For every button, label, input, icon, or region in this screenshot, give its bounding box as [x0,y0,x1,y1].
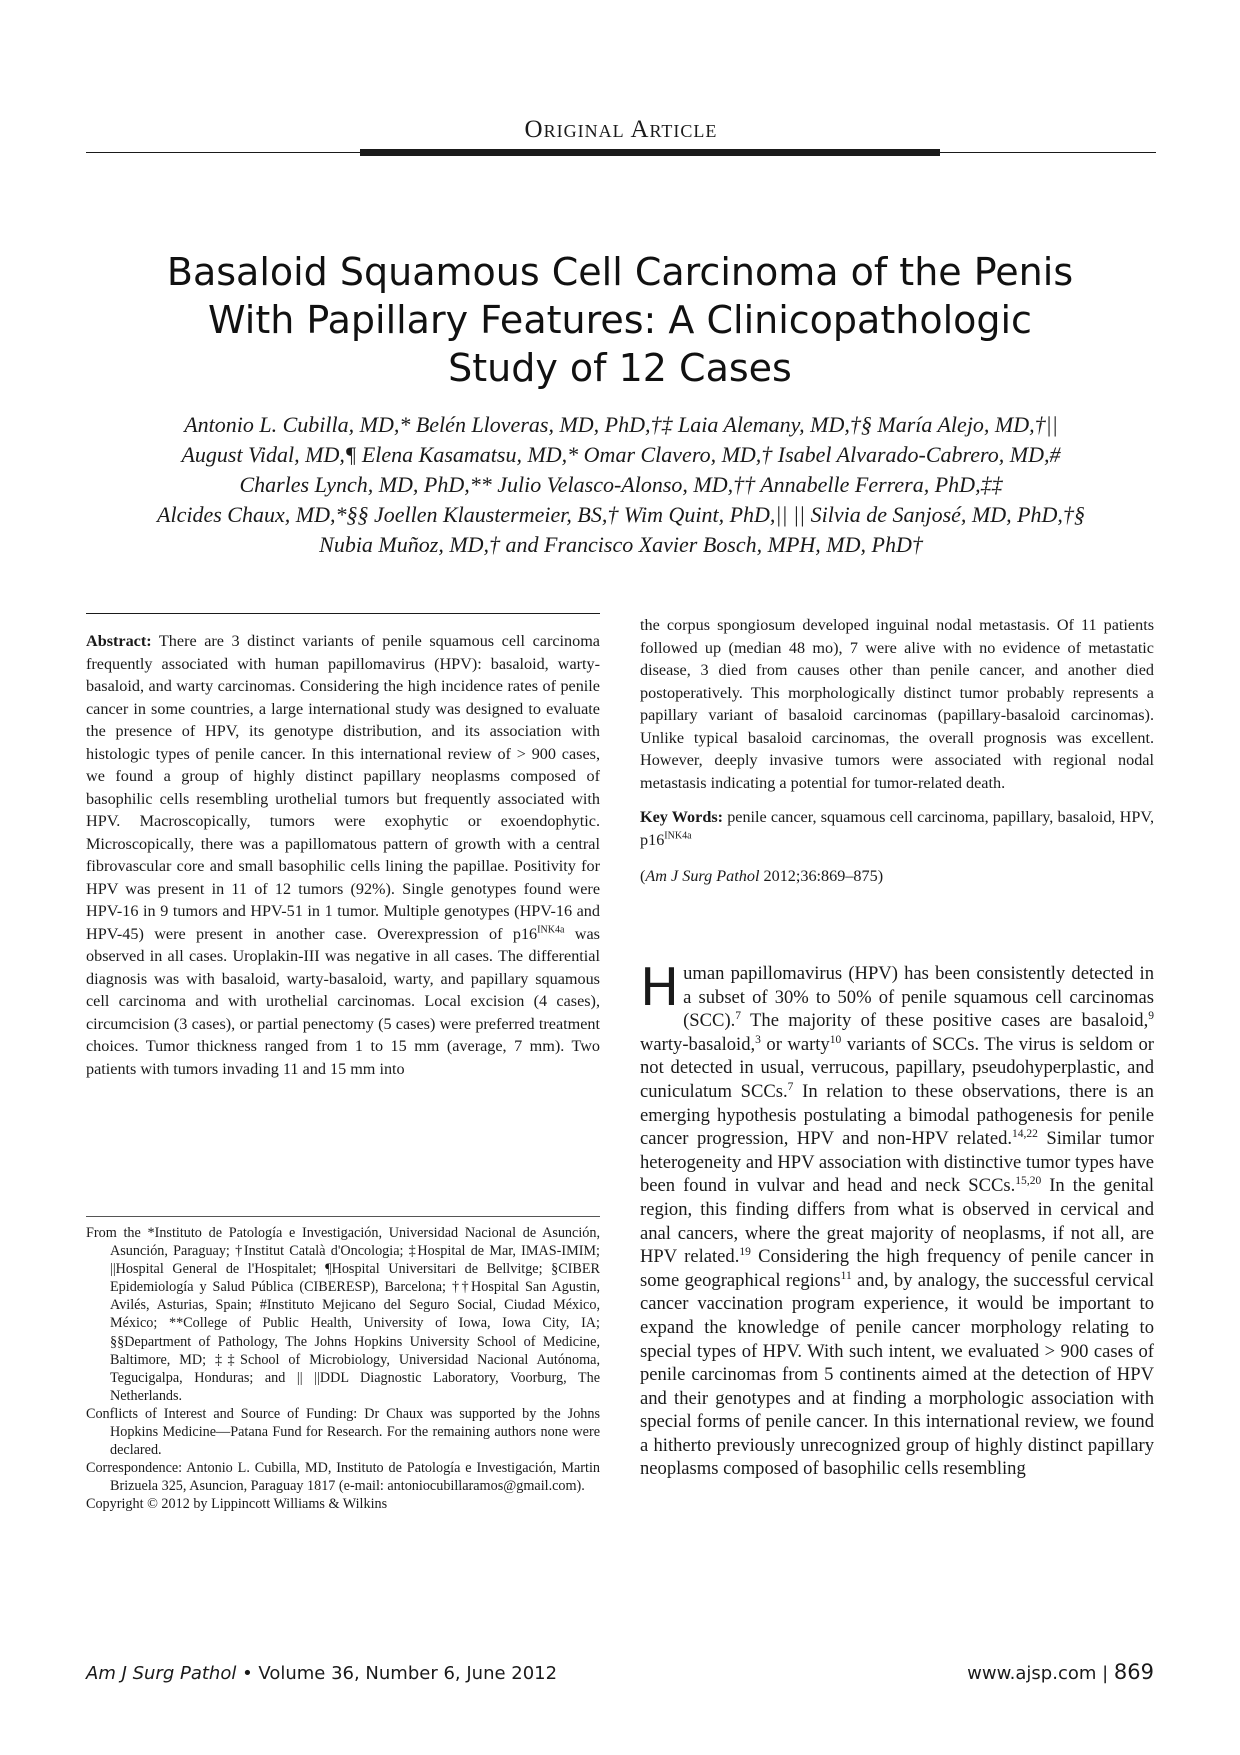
reference-marker: 15,20 [1015,1175,1042,1188]
abstract-text: was observed in all cases. Uroplakin-III was negative in all cases. The differential diagnosis was with basaloid, warty-basaloid, warty, and papillary squamous cell carcinoma and with urothelial carcinomas. Local excision (4 cases), circumcision (3 cases), or partial penectomy (5 cases) were preferred treatment choices. Tumor thickness ranged from 1 to 15 mm (average, 7 mm). Two patients with tumors invading 11 and 15 mm into [86,924,600,1078]
footer-website: www.ajsp.com [967,1663,1097,1684]
page-number: 869 [1113,1660,1154,1684]
drop-cap: H [640,958,680,1018]
footer-page [967,1660,1154,1684]
introduction [640,958,1154,1481]
intro-text: The majority of these positive cases are basaloid, [741,1010,1149,1032]
intro-text: uman papillomavirus (HPV) has been consistently detected in a subset of 30% to 50% of penile squamous cell carcinomas (SCC). [683,963,1154,1032]
intro-text: In relation to these observations, there is an emerging hypothesis postulating a bimodal pathogenesis for penile cancer progression, HPV and non-HPV related. [640,1080,1154,1150]
article-title [140,248,1100,392]
abstract-label: Abstract: [86,632,152,650]
correspondence-paragraph: Correspondence: Antonio L. Cubilla, MD, Instituto de Patología e Investigación, Martin Brizuela 325, Asuncion, Paraguay 1817 (e-mail: antoniocubillaramos@gmail.com). [86,1460,600,1495]
copyright-line: Copyright © 2012 by Lippincott Williams & Wilkins [86,1496,388,1513]
keywords [640,806,1154,851]
reference-marker: 11 [840,1269,852,1282]
title-line: Basaloid Squamous Cell Carcinoma of the Penis [166,250,1074,294]
keywords-text: penile cancer, squamous cell carcinoma, papillary, basaloid, HPV, p16 [640,808,1154,849]
section-label: Original Article [524,116,718,143]
reference-marker: 14,22 [1012,1127,1038,1140]
citation-details: 2012;36:869–875) [759,867,884,885]
intro-text: Similar tumor heterogeneity and HPV association with distinctive tumor types have been found in vulvar and head and neck SCCs. [640,1128,1154,1197]
abstract-text: There are 3 distinct variants of penile squamous cell carcinoma frequently associated with human papillomavirus (HPV): basaloid, warty-basaloid, and warty carcinomas. Considering the high incidence rates of penile cancer in some countries, a large international study was designed to evaluate the presence of HPV, its genotype distribution, and its association with histologic types of penile cancer. In this international review of > 900 cases, we found a group of highly distinct papillary neoplasms composed of basophilic cells resembling urothelial tumors but frequently associated with HPV. Macroscopically, tumors were exophytic or exoendophytic. Microscopically, there was a papillomatous pattern of growth with a central fibrovascular core and small basophilic cells lining the papillae. Positivity for HPV was present in 11 of 12 tumors (92%). Single genotypes found were HPV-16 in 9 tumors and HPV-51 in 1 tumor. Multiple genotypes (HPV-16 and HPV-45) were present in another case. Overexpression of p16 [86,632,600,943]
author-line: Antonio L. Cubilla, MD,* Belén Lloveras, MD, PhD,†‡ Laia Alemany, MD,†§ María Alejo, MD,†|| [184,412,1058,437]
reference-marker: 7 [787,1080,794,1093]
author-line: Charles Lynch, MD, PhD,** Julio Velasco-Alonso, MD,†† Annabelle Ferrera, PhD,‡‡ [239,472,1003,497]
citation [640,865,1154,888]
footer-volume: • Volume 36, Number 6, June 2012 [236,1663,558,1684]
title-line: With Papillary Features: A Clinicopathologic [208,298,1032,342]
author-line: August Vidal, MD,¶ Elena Kasamatsu, MD,* Omar Clavero, MD,† Isabel Alvarado-Cabrero, MD,# [181,442,1061,467]
footer-journal-name: Am J Surg Pathol [86,1663,237,1684]
affiliations-rule [86,1216,600,1217]
author-list [86,410,1156,560]
right-column [640,614,1154,888]
abstract-continuation: the corpus spongiosum developed inguinal nodal metastasis. Of 11 patients followed up (median 48 mo), 7 were alive with no evidence of metastatic disease, 3 died from causes other than penile cancer, and another died postoperatively. This morphologically distinct tumor probably represents a papillary variant of basaloid carcinomas (papillary-basaloid carcinomas). Unlike typical basaloid carcinomas, the overall prognosis was excellent. However, deeply invasive tumors were associated with regional nodal metastasis indicating a potential for tumor-related death. [640,616,1154,792]
intro-text: or warty [760,1033,830,1055]
footer-journal [86,1663,557,1684]
author-line: Alcides Chaux, MD,*§§ Joellen Klaustermeier, BS,† Wim Quint, PhD,|| || Silvia de Sanjosé, MD, PhD,†§ [157,502,1085,527]
reference-marker: 9 [1148,1010,1154,1022]
abstract-rule [86,613,600,614]
title-line: Study of 12 Cases [448,346,792,390]
reference-marker: 10 [829,1033,842,1046]
author-line: Nubia Muñoz, MD,† and Francisco Xavier Bosch, MPH, MD, PhD† [319,532,923,557]
citation-open: ( [640,867,646,885]
intro-text: variants of SCCs. The virus is seldom or not detected in usual, verrucous, papillary, pseudohyperplastic, and cuniculatum SCCs. [640,1033,1154,1102]
reference-marker: 3 [755,1033,761,1046]
intro-text: In the genital region, this finding differs from what is observed in cervical and anal cancers, where the great majority of neoplasms, if not all, are HPV related. [640,1175,1154,1268]
affiliation-paragraph: From the *Instituto de Patología e Investigación, Universidad Nacional de Asunción, Asunción, Paraguay; †Institut Català d'Oncologia; ‡Hospital de Mar, IMAS-IMIM; ||Hospital General de l'Hospitalet; ¶Hospital Universitari de Bellvitge; §CIBER Epidemiología y Salud Pública (CIBERESP), Barcelona; ††Hospital San Agustin, Avilés, Asturias, Spain; #Instituto Mejicano del Seguro Social, Ciudad México, México; **College of Public Health, University of Iowa, Iowa City, IA; §§Department of Pathology, The Johns Hopkins University School of Medicine, Baltimore, MD; ‡‡School of Microbiology, Universidad Nacional Autónoma, Tegucigalpa, Honduras; and || ||DDL Diagnostic Laboratory, Voorburg, The Netherlands. [86,1225,600,1404]
abstract [86,630,600,1080]
intro-text: Considering the high frequency of penile cancer in some geographical regions [640,1246,1154,1291]
superscript: INK4a [664,830,692,842]
intro-text: warty-basaloid, [640,1033,756,1055]
affiliations [86,1224,600,1514]
citation-journal: Am J Surg Pathol [645,867,760,885]
intro-text: and, by analogy, the successful cervical cancer vaccination program experience, it would be important to expand the knowledge of penile cancer morphology relating to special types of HPV. With such intent, we evaluated > 900 cases of penile carcinomas from 5 continents aimed at the detection of HPV and their genotypes and at finding a morphologic association with special forms of penile cancer. In this international review, we found a hitherto previously unrecognized group of highly distinct papillary neoplasms composed of basophilic cells resembling [640,1269,1154,1480]
footer-separator: | [1096,1663,1114,1684]
superscript: INK4a [537,924,565,936]
reference-marker: 19 [739,1245,751,1258]
funding-paragraph: Conflicts of Interest and Source of Funding: Dr Chaux was supported by the Johns Hopkins Medicine—Patana Fund for Research. For the remaining authors none were declared. [86,1405,600,1459]
keywords-label: Key Words: [640,808,724,826]
reference-marker: 7 [735,1010,742,1022]
header-rule-thick [360,149,940,156]
